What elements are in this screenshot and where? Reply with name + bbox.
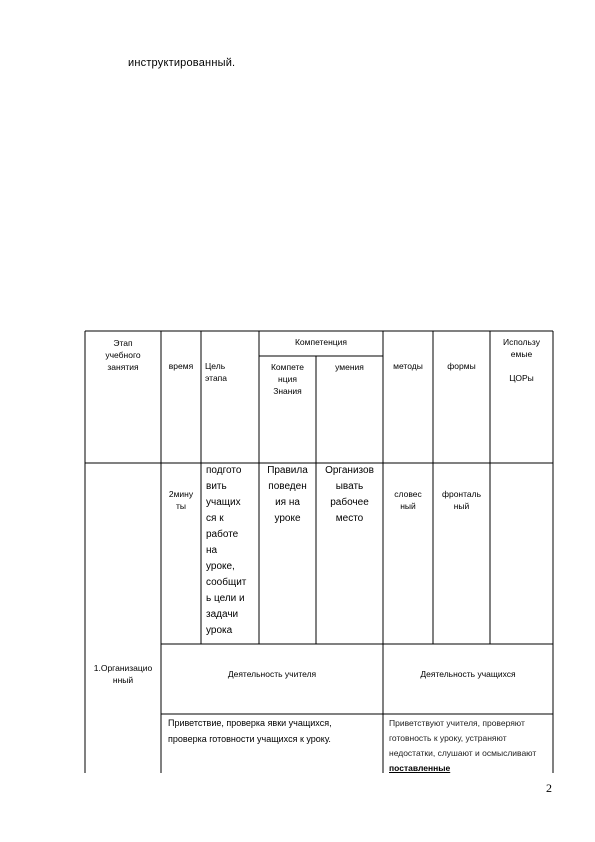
stage-goal: подгото вить учащих ся к работе на уроке, сообщит ь цели и задачи урока	[206, 465, 247, 636]
intro-text: инструктированный.	[128, 57, 236, 69]
stage-methods: словес ный	[394, 489, 422, 511]
teacher-activity-text: Приветствие, проверка явки учащихся, проверка готовности учащихся к уроку.	[168, 718, 332, 744]
header-methods: методы	[393, 361, 423, 371]
stage-skills: Организов ывать рабочее место	[325, 465, 374, 524]
header-stage: Этап учебного занятия	[105, 338, 141, 372]
header-digital-resources: Использу емые ЦОРы	[503, 337, 540, 383]
students-activity-text	[389, 716, 551, 776]
page-number: 2	[546, 781, 552, 795]
header-goal: Цель этапа	[205, 361, 228, 383]
header-competence-knowledge: Компете нция Знания	[270, 362, 305, 396]
students-activity-main: Приветствуют учителя, проверяют готовность к уроку, устраняют недостатки, слушают и осмысливают	[389, 718, 537, 758]
header-forms: формы	[447, 361, 476, 371]
stage-forms: фронталь ный	[441, 489, 482, 511]
stage-name: 1.Организацио нный	[93, 663, 153, 685]
teacher-activity-header: Деятельность учителя	[227, 669, 317, 679]
header-skills: умения	[335, 362, 364, 372]
students-activity-tail: поставленные	[389, 763, 451, 773]
header-time: время	[168, 361, 194, 371]
header-competence: Компетенция	[294, 337, 347, 347]
students-activity-header: Деятельность учащихся	[420, 669, 516, 679]
stage-time: 2мину ты	[168, 489, 194, 511]
stage-knowledge: Правила поведен ия на уроке	[267, 465, 308, 524]
